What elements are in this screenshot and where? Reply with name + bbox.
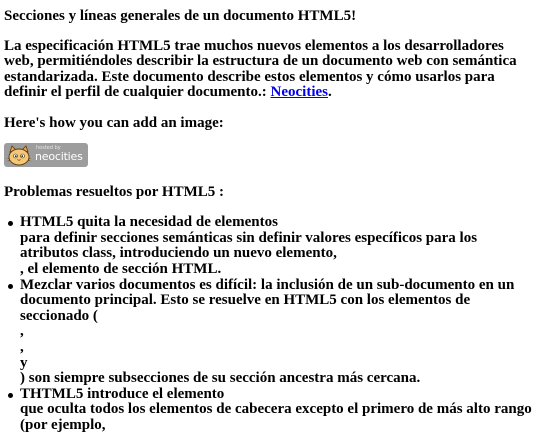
badge-brand-text: neocities [35,149,83,163]
problems-list [4,215,536,433]
list-item-line: y [20,354,28,371]
list-item [20,278,536,387]
list-item-line: , [20,323,24,340]
list-item-line: THTML5 introduce el elemento [20,385,225,402]
badge-small-text: hosted by [36,144,61,151]
list-item [20,387,536,433]
list-item-line: que oculta todos los elementos de cabecera excepto el primero de más alto rango (por ejemplo, [20,401,532,433]
page-content [4,9,536,433]
list-item [20,215,536,277]
neocities-link[interactable]: Neocities [270,84,328,101]
list-item-line: , el elemento de sección HTML. [20,260,222,277]
list-item-line: HTML5 quita la necesidad de elementos [20,214,278,231]
neocities-cat-icon [7,145,31,166]
intro-trailing: . [328,84,332,101]
list-item-line: para definir secciones semánticas sin definir valores específicos para los atributos class, introduciendo un nuevo elemento, [20,229,478,262]
intro-paragraph [4,39,536,101]
list-item-line: ) son siempre subsecciones de su sección ancestra más cercana. [20,370,421,387]
list-item-line: Mezclar varios documentos es difícil: la inclusión de un sub-documento en un documento principal. Esto se resuelve en HTML5 con los elementos de seccionado ( [20,276,515,324]
intro-text: La especificación HTML5 trae muchos nuevos elementos a los desarrolladores web, permitiéndoles describir la estructura de un documento web con semántica estandarizada. Este documento describe estos elementos y cómo usarlos para definir el perfil de cualquier documento.: [4,37,517,101]
image-caption: Here's how you can add an image: [4,114,224,131]
hosted-by-neocities-badge[interactable] [4,143,88,167]
problems-title: Problemas resueltos por HTML5 : [4,183,224,200]
list-item-line: , [20,338,24,355]
page-heading: Secciones y líneas generales de un documento HTML5! [4,8,357,24]
